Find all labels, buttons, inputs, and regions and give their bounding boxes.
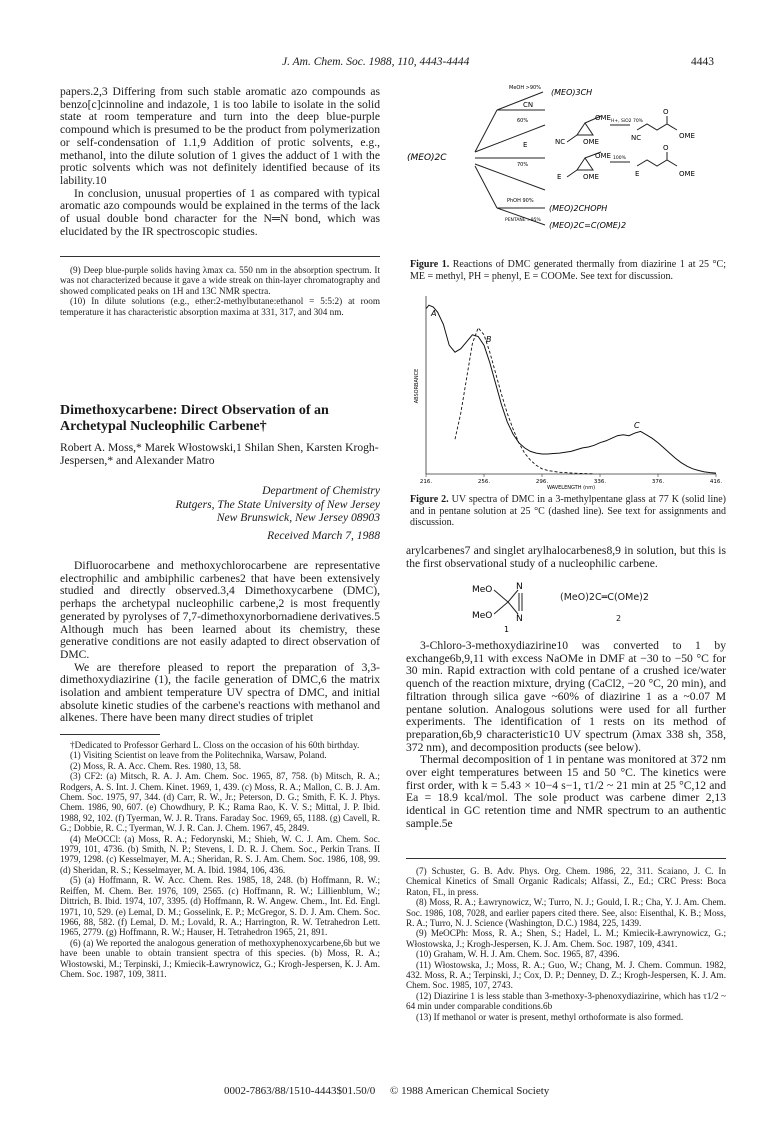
structure-label: O <box>663 108 669 116</box>
paragraph: papers.2,3 Differing from such stable aromatic azo compounds as benzo[c]cinnoline and indazole, 1 is too labile to isolate in the solid state at room temperature and turn into the deep blue-purple compound which is presumed to be the product from polymerization or self-condensation of 1.1,9 Addition of protic solvents, e.g., methanol, into the dilute solution of 1 gives the adduct of 1 with the protic solvents which was not definitely identified because of its lability.10 <box>60 85 380 187</box>
footnote: (4) MeOCCl: (a) Moss, R. A.; Fedorynski, M.; Shieh, W. C. J. Am. Chem. Soc. 1979, 101, 4736. (b) Smith, N. P.; Stevens, I. D. R. J. Chem. Soc., Perkin Trans. II 1979, 1298. (c) Kesselmayer, M. A.; Sheridan, R. S. J. Am. Chem. Soc. 1986, 108, 99. (d) Sheridan, R. S.; Kesselmayer, M. A. Ibid. 1984, 106, 436. <box>60 833 380 875</box>
x-tick-label: 416. <box>709 479 723 485</box>
x-tick-label: 376. <box>651 479 665 485</box>
footnote: (13) If methanol or water is present, methyl orthoformate is also formed. <box>416 1011 684 1022</box>
substrate-label: CN <box>523 101 534 109</box>
paragraph: Difluorocarbene and methoxychlorocarbene are representative electrophilic and ambiphilic carbenes2 that have been extensively studied and directly observed.3,4 Dimethoxycarbene (DMC), perhaps the archetypal nucleophilic carbene,2 is most frequently generated by pyrolyses of 7,7-dimethoxynorbornadiene derivatives.5 Although much has been learned about its chemistry, these generative conditions are not easily adapted to direct observation of DMC. <box>60 559 380 661</box>
y-axis-label: ABSORBANCE <box>414 368 420 404</box>
structure-label: E <box>557 173 562 181</box>
footnote: (11) Włostowska, J.; Moss, R. A.; Guo, W.; Chang, M. J. Chem. Commun. 1982, 432. Moss, R. A.; Terpinski, J.; Cox, D. P.; Denney, D. Z.; Krogh-Jespersen, K. J. Am. Chem. Soc. 1985, 107, 2743. <box>406 959 726 991</box>
affiliation <box>60 484 380 542</box>
paragraph: arylcarbenes7 and singlet arylhalocarbenes8,9 in solution, but this is the first observational study of a nucleophilic carbene. <box>406 544 726 570</box>
caption-label: Figure 2. <box>410 494 449 505</box>
series-line-solid <box>426 305 716 473</box>
structure-label: OME <box>595 152 611 160</box>
footnote: (3) CF2: (a) Mitsch, R. A. J. Am. Chem. Soc. 1965, 87, 758. (b) Mitsch, R. A.; Rodgers, A. S. Int. J. Chem. Kinet. 1969, 1, 439. (c) Moss, R. A.; Mallon, C. B. J. Am. Chem. Soc. 1975, 97, 344. (d) Carr, R. W., Jr.; Peterson, D. G.; Smith, F. K. J. Phys. Chem. 1986, 90, 607. (e) Chowdhury, P. K.; Rama Rao, K. V. S.; Mittal, J. P. Ibid. 1988, 92, 102. (f) Tyerman, W. J. R. Trans. Faraday Soc. 1969, 65, 1188. (g) Cavell, R. G.; Dobbie, R. C.; Tyerman, W. J. R. Can. J. Chem. 1967, 45, 2849. <box>60 771 380 834</box>
structure-2-formula: (MeO)2C═C(OMe)2 <box>560 592 649 603</box>
product-label: (MEO)3CH <box>551 88 593 97</box>
divider <box>60 256 380 257</box>
footnote: (10) In dilute solutions (e.g., ether:2-methylbutane:ethanol = 5:5:2) at room temperature it has characteristic absorption maxima at 331, 317, and 304 nm. <box>60 296 380 317</box>
footnote: (2) Moss, R. A. Acc. Chem. Res. 1980, 13, 58. <box>70 760 241 771</box>
x-tick-label: 256. <box>477 479 491 485</box>
reaction-condition: H+, SiO2 70% <box>611 119 643 124</box>
reaction-condition: MeOH >90% <box>509 85 541 91</box>
footnote: (12) Diazirine 1 is less stable than 3-methoxy-3-phenoxydiazirine, which has τ1/2 ~ 64 min under comparable conditions.6b <box>406 990 726 1012</box>
reaction-condition: PhOH 90% <box>507 198 534 204</box>
structure-1 <box>470 578 580 634</box>
footnote: (9) MeOCPh: Moss, R. A.; Shen, S.; Hadel, L. M.; Kmiecik-Ławrynowicz, G.; Włostowska, J.; Krogh-Jespersen, K. J. Am. Chem. Soc. 1987, 109, 4341. <box>406 928 726 949</box>
structure-label: NC <box>631 134 642 142</box>
product-label: (MEO)2CHOPH <box>549 204 608 213</box>
page-footer <box>224 1085 624 1097</box>
running-header <box>0 56 784 72</box>
footnote: (9) Deep blue-purple solids having λmax ca. 550 nm in the absorption spectrum. It was not characterized because it gave a wide streak on thin-layer chromatography and showed complicated peaks on 1H and 13C NMR spectra. <box>60 265 380 296</box>
paragraph: Thermal decomposition of 1 in pentane was monitored at 372 nm over eight temperatures between 15 and 50 °C. The kinetics were first order, with k = 5.43 × 10−4 s−1, τ1/2 ~ 21 min at 25 °C,12 and Ea = 18.9 kcal/mol. The sole product was carbene dimer 2,13 identical in GC retention time and NMR spectrum to an authentic sample.5e <box>406 753 726 830</box>
structure-label: N <box>516 614 523 624</box>
structure-label: OME <box>583 173 599 181</box>
right-body-top <box>406 545 726 570</box>
reaction-condition: 100% <box>613 156 626 161</box>
doc-code: 0002-7863/88/1510-4443$01.50/0 <box>224 1085 376 1097</box>
caption-label: Figure 1. <box>410 259 450 270</box>
x-tick-label: 296. <box>535 479 549 485</box>
footnote: (1) Visiting Scientist on leave from the Politechnika, Warsaw, Poland. <box>70 750 327 761</box>
structure-label: O <box>663 144 669 152</box>
structure-label: N <box>516 582 523 592</box>
x-tick-label: 336. <box>593 479 607 485</box>
figure1-scheme <box>405 80 725 256</box>
peak-label-b: B <box>486 335 492 344</box>
structure-label: OME <box>679 170 695 178</box>
paragraph: In conclusion, unusual properties of 1 as compared with typical aromatic azo compounds would be explained in the terms of the lack of usual double bond character for the N═N bond, which was elucidated by the IR spectroscopic studies. <box>60 186 380 238</box>
footnote: (7) Schuster, G. B. Adv. Phys. Org. Chem. 1986, 22, 311. Scaiano, J. C. In Chemical Kinetics of Small Organic Radicals; Alfassi, Z., Ed.; CRC Press: Boca Raton, FL, in press. <box>406 866 726 897</box>
structure-label: E <box>635 170 640 178</box>
x-ticks <box>420 474 722 485</box>
left-top-text <box>60 86 380 238</box>
right-footnotes <box>406 866 726 1022</box>
article-body-left <box>60 560 380 725</box>
structure-label: MeO <box>472 611 493 621</box>
series-line-dashed <box>455 328 594 474</box>
structure-label: OME <box>679 132 695 140</box>
paragraph: We are therefore pleased to report the preparation of 3,3-dimethoxydiazirine (1), the facile generation of DMC,6 the matrix isolation and ambient temperature UV spectra of DMC, and initial absolute kinetic studies of the carbene's reactions with methanol and alkenes. There have been many direct studies of triplet <box>60 660 380 725</box>
left-footnotes <box>60 740 380 979</box>
compound-number: 1 <box>504 625 510 634</box>
x-tick-label: 216. <box>419 479 433 485</box>
reagent-label: (MEO)2C <box>407 153 447 163</box>
figure2-chart <box>404 292 726 492</box>
university: Rutgers, The State University of New Jersey <box>175 497 380 511</box>
yield-label: 60% <box>517 118 529 124</box>
caption-text: UV spectra of DMC in a 3-methylpentane glass at 77 K (solid line) and in pentane solution at 25 °C (dashed line). See text for assignments and discussion. <box>410 494 726 529</box>
article-title: Dimethoxycarbene: Direct Observation of an Archetypal Nucleophilic Carbene† <box>60 403 329 434</box>
divider <box>406 858 726 859</box>
structure-label: OME <box>595 114 611 122</box>
figure1-caption <box>410 259 726 282</box>
footnote: (6) (a) We reported the analogous generation of methoxyphenoxycarbene,6b but we have been unable to obtain transient spectra of this species. (b) Moss, R. A.; Włostowski, M.; Terpinski, J.; Kmiecik-Ławrynowicz, G.; Krogh-Jespersen, K. J. Am. Chem. Soc. 1987, 109, 3811. <box>60 937 380 979</box>
right-body <box>406 640 726 831</box>
structure-label: MeO <box>472 585 493 595</box>
compound-number: 2 <box>616 614 622 623</box>
journal-citation: J. Am. Chem. Soc. 1988, 110, 4443-4444 <box>282 56 470 68</box>
structure-label: NC <box>555 138 566 146</box>
city: New Brunswick, New Jersey 08903 <box>216 511 380 524</box>
authors: Robert A. Moss,* Marek Włostowski,1 Shilan Shen, Karsten Krogh-Jespersen,* and Alexander Matro <box>60 441 379 467</box>
yield-label: 70% <box>517 162 529 168</box>
footnote: (10) Graham, W. H. J. Am. Chem. Soc. 1965, 87, 4396. <box>416 949 620 960</box>
x-axis-label: WAVELENGTH (nm) <box>546 485 596 491</box>
footnote-divider <box>60 734 160 735</box>
department: Department of Chemistry <box>262 484 380 497</box>
reaction-condition: PENTANE >95% <box>505 218 541 223</box>
substrate-label: E <box>523 141 528 149</box>
caption-text: Reactions of DMC generated thermally from diazirine 1 at 25 °C; ME = methyl, PH = phenyl, E = COOMe. See text for discussion. <box>410 259 727 282</box>
left-notes <box>60 265 380 317</box>
paragraph: 3-Chloro-3-methoxydiazirine10 was converted to 1 by exchange6b,9,11 with excess NaOMe in DMF at −30 to −50 °C for 30 min. Rapid extraction with cold pentane of a crushed ice/water quench of the reaction mixture, drying (CaCl2, −20 °C, 20 min), and filtration through silica gave ~60% of diazirine 1 as a ~0.07 M pentane solution. Analogous solutions were used for all further experiments. The identification of 1 rests on its method of preparation,6b,9 characteristic10 UV spectrum (λmax 338 sh, 358, 372 nm), and decomposition products (see below). <box>406 639 726 754</box>
structure-label: OME <box>583 138 599 146</box>
figure2-caption <box>410 494 726 529</box>
footnote: (8) Moss, R. A.; Ławrynowicz, W.; Turro, N. J.; Gould, I. R.; Cha, Y. J. Am. Chem. Soc. 1986, 108, 7028, and earlier papers cited there. See, also: Eisenthal, K. B.; Moss, R. A.; Turro, N. J. Science (Washington, D.C.) 1984, 225, 1439. <box>406 897 726 929</box>
footnote: (5) (a) Hoffmann, R. W. Acc. Chem. Res. 1985, 18, 248. (b) Hoffmann, R. W.; Reiffen, M. Chem. Ber. 1976, 109, 2565. (c) Hoffmann, R. W.; Lillienblum, W.; Dittrich, B. Ibid. 1974, 107, 3395. (d) Hoffmann, R. W. Angew. Chem., Int. Ed. Engl. 1971, 10, 529. (e) Lemal, D. M.; Gosselink, E. P.; McGregor, S. D. J. Am. Chem. Soc. 1966, 88, 582. (f) Lemal, D. M.; Lovald, R. A.; Harrington, R. W. Tetrahedron Lett. 1965, 2779. (g) Hoffmann, R. W.; Hauser, H. Tetrahedron 1965, 21, 891. <box>60 875 380 938</box>
footnote: †Dedicated to Professor Gerhard L. Closs on the occasion of his 60th birthday. <box>70 740 360 750</box>
received-date: Received March 7, 1988 <box>267 528 380 542</box>
peak-label-a: A <box>431 309 437 318</box>
copyright: © 1988 American Chemical Society <box>390 1085 550 1097</box>
product-label: (MEO)2C=C(OME)2 <box>549 221 627 230</box>
peak-label-c: C <box>634 421 640 430</box>
page-number: 4443 <box>691 56 714 68</box>
